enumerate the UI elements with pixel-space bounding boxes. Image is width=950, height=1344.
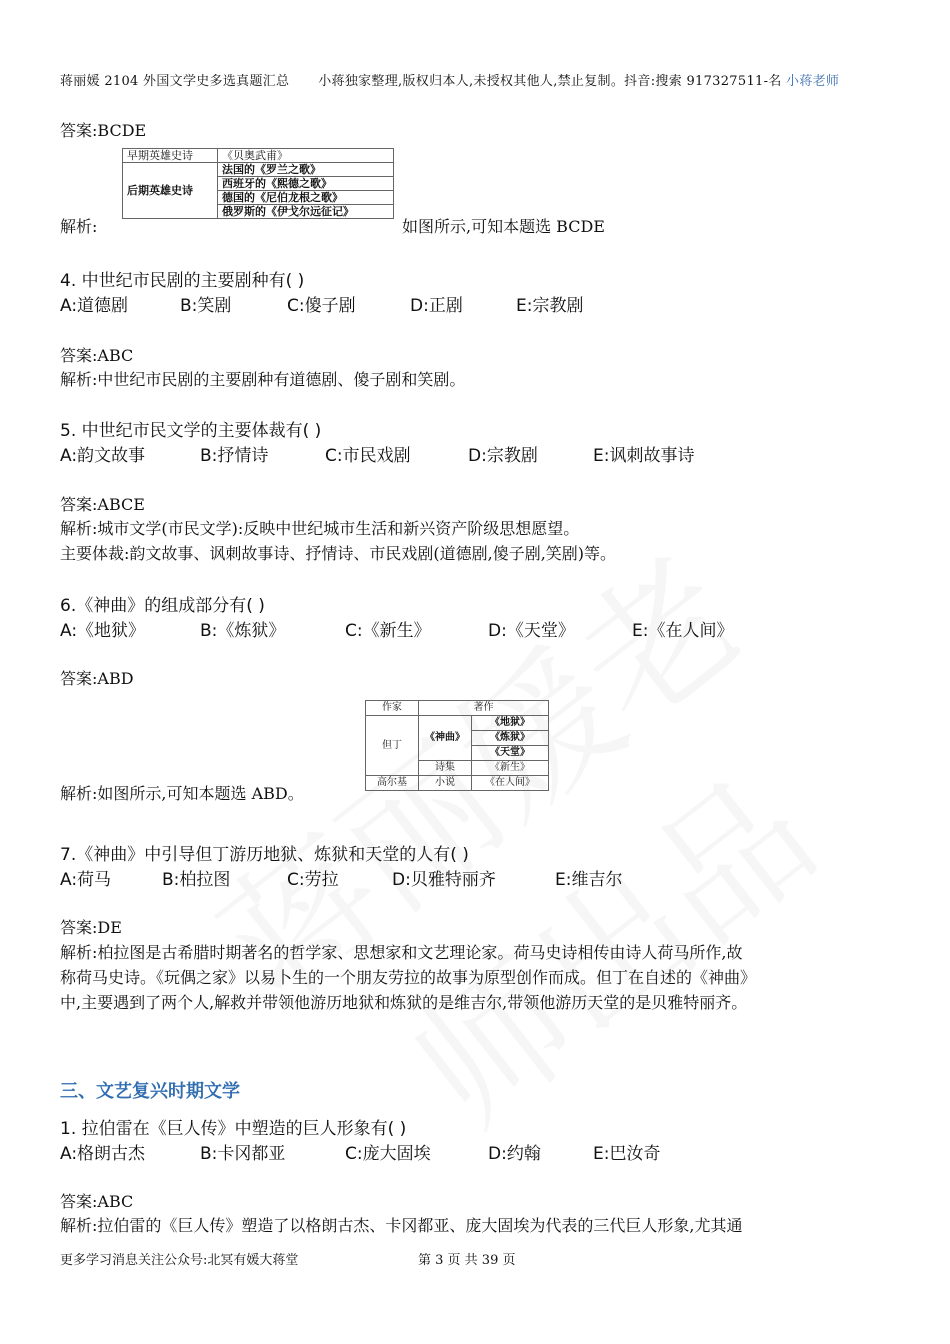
work-divine-comedy: 《神曲》 [419, 716, 472, 761]
page-number: 第 3 页 共 39 页 [418, 1253, 516, 1268]
genre-novel: 小说 [419, 776, 472, 791]
work-new-life: 《新生》 [472, 761, 549, 776]
q6-option-c: C:《新生》 [345, 621, 431, 641]
q7-question: 7.《神曲》中引导但丁游历地狱、炼狱和天堂的人有( ) [60, 845, 469, 865]
early-epic-value: 《贝奥武甫》 [218, 149, 394, 163]
author-dante: 但丁 [366, 716, 419, 776]
header-teacher-link[interactable]: 小蒋老师 [786, 74, 840, 89]
q7-explain-line1: 解析:柏拉图是古希腊时期著名的哲学家、思想家和文艺理论家。荷马史诗相传由诗人荷马所作,故 [60, 943, 743, 962]
s3q1-option-d: D:约翰 [488, 1144, 541, 1164]
q5-option-b: B:抒情诗 [200, 446, 269, 466]
q7-answer: 答案:DE [60, 918, 122, 937]
q4-option-c: C:傻子剧 [287, 296, 356, 316]
q3-explain-text: 如图所示,可知本题选 BCDE [402, 217, 605, 236]
genre-poetry: 诗集 [419, 761, 472, 776]
q5-option-d: D:宗教剧 [468, 446, 538, 466]
s3q1-option-b: B:卡冈都亚 [200, 1144, 286, 1164]
q4-answer: 答案:ABC [60, 346, 134, 365]
q4-question: 4. 中世纪市民剧的主要剧种有( ) [60, 271, 305, 291]
q7-option-b: B:柏拉图 [162, 870, 231, 890]
author-gorky: 高尔基 [366, 776, 419, 791]
q7-option-e: E:维吉尔 [555, 870, 623, 890]
q6-option-d: D:《天堂》 [488, 621, 575, 641]
q5-explain-line2: 主要体裁:韵文故事、讽刺故事诗、抒情诗、市民戏剧(道德剧,傻子剧,笑剧)等。 [60, 544, 617, 563]
q4-option-e: E:宗教剧 [516, 296, 584, 316]
section-title-renaissance: 三、文艺复兴时期文学 [60, 1081, 240, 1102]
q5-option-a: A:韵文故事 [60, 446, 146, 466]
q5-option-e: E:讽刺故事诗 [593, 446, 695, 466]
q7-option-d: D:贝雅特丽齐 [392, 870, 496, 890]
divine-comedy-part: 《地狱》 [472, 716, 549, 731]
q6-explain: 解析:如图所示,可知本题选 ABD。 [60, 784, 304, 803]
s3q1-question: 1. 拉伯雷在《巨人传》中塑造的巨人形象有( ) [60, 1119, 407, 1139]
s3q1-explain: 解析:拉伯雷的《巨人传》塑造了以格朗古杰、卡冈都亚、庞大固埃为代表的三代巨人形象,尤其通 [60, 1216, 743, 1235]
q6-option-b: B:《炼狱》 [200, 621, 286, 641]
late-epic-item: 德国的《尼伯龙根之歌》 [218, 191, 393, 205]
late-epic-item: 法国的《罗兰之歌》 [218, 163, 393, 177]
q7-explain-line3: 中,主要遇到了两个人,解救并带领他游历地狱和炼狱的是维吉尔,带领他游历天堂的是贝雅特丽齐。 [60, 993, 748, 1012]
work-in-the-world: 《在人间》 [472, 776, 549, 791]
page-header [60, 70, 839, 89]
q5-question: 5. 中世纪市民文学的主要体裁有( ) [60, 421, 322, 441]
dante-table [365, 700, 549, 791]
q5-option-c: C:市民戏剧 [325, 446, 411, 466]
epic-table [122, 148, 394, 219]
q4-option-a: A:道德剧 [60, 296, 129, 316]
q4-option-d: D:正剧 [410, 296, 463, 316]
q7-option-a: A:荷马 [60, 870, 112, 890]
table-header-author: 作家 [366, 701, 419, 716]
q6-question: 6.《神曲》的组成部分有( ) [60, 596, 265, 616]
q4-option-b: B:笑剧 [180, 296, 232, 316]
q4-explain: 解析:中世纪市民剧的主要剧种有道德剧、傻子剧和笑剧。 [60, 370, 466, 389]
divine-comedy-part: 《天堂》 [472, 746, 549, 761]
header-doc-title: 蒋丽媛 2104 外国文学史多选真题汇总 [60, 74, 290, 89]
s3q1-answer: 答案:ABC [60, 1192, 134, 1211]
q7-option-c: C:劳拉 [287, 870, 339, 890]
q6-option-a: A:《地狱》 [60, 621, 146, 641]
q5-explain-line1: 解析:城市文学(市民文学):反映中世纪城市生活和新兴资产阶级思想愿望。 [60, 519, 580, 538]
footer-wechat: 更多学习消息关注公众号:北冥有媛大蒋堂 [60, 1253, 299, 1268]
late-epic-label: 后期英雄史诗 [123, 163, 218, 219]
divine-comedy-part: 《炼狱》 [472, 731, 549, 746]
q7-explain-line2: 称荷马史诗。《玩偶之家》以易卜生的一个朋友劳拉的故事为原型创作而成。但丁在自述的《神曲》 [60, 968, 757, 987]
table-header-works: 著作 [419, 701, 549, 716]
s3q1-option-c: C:庞大固埃 [345, 1144, 431, 1164]
early-epic-label: 早期英雄史诗 [123, 149, 218, 163]
header-copyright: 小蒋独家整理,版权归本人,未授权其他人,禁止复制。抖音:搜索 917327511-名 [318, 74, 782, 89]
late-epic-item: 西班牙的《熙德之歌》 [218, 177, 393, 191]
q6-option-e: E:《在人间》 [632, 621, 734, 641]
q3-answer: 答案:BCDE [60, 121, 147, 140]
s3q1-option-a: A:格朗古杰 [60, 1144, 146, 1164]
q6-answer: 答案:ABD [60, 669, 134, 688]
q5-answer: 答案:ABCE [60, 495, 145, 514]
s3q1-option-e: E:巴汝奇 [593, 1144, 661, 1164]
late-epic-item: 俄罗斯的《伊戈尔远征记》 [222, 205, 354, 218]
q3-explain-label: 解析: [60, 217, 98, 236]
